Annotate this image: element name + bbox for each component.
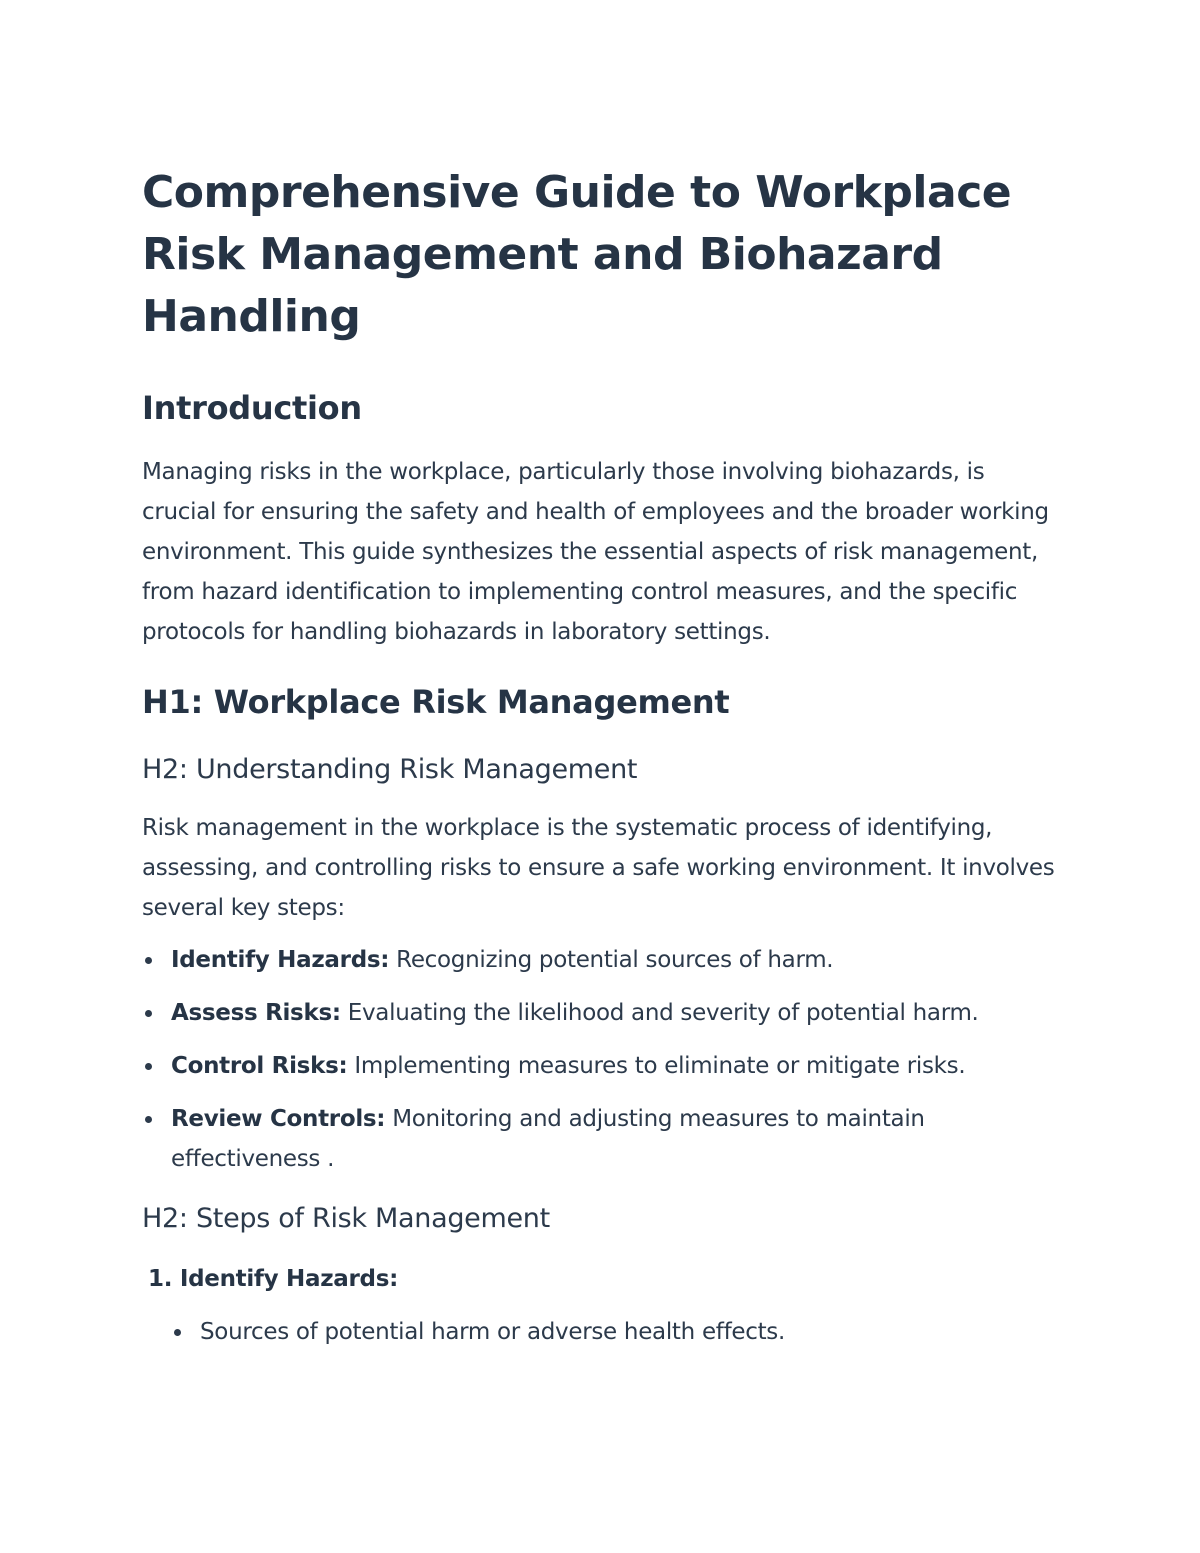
steps-ordered-list	[142, 1259, 1062, 1352]
ordered-item-identify-hazards: 1. Identify Hazards:	[148, 1266, 398, 1292]
identify-hazards-sublist	[142, 1312, 1062, 1352]
list-item-term: Control Risks:	[171, 1053, 348, 1079]
section-heading-workplace-risk: H1: Workplace Risk Management	[142, 683, 730, 721]
intro-paragraph: Managing risks in the workplace, particularly those involving biohazards, is crucial for ensuring the safety and health of employees and the broader working environment. This guide synthesizes the essential aspects of risk management, from hazard identification to implementing control measures, and the specific protocols for handling biohazards in laboratory settings.	[142, 459, 1049, 645]
list-item-text: Monitoring and adjusting measures to maintain effectiveness .	[171, 1106, 925, 1172]
bullet-icon	[145, 957, 152, 964]
document-page	[142, 162, 1062, 1352]
subheading-steps-risk: H2: Steps of Risk Management	[142, 1203, 550, 1234]
bullet-icon	[145, 1010, 152, 1017]
intro-heading: Introduction	[142, 389, 362, 427]
understanding-paragraph: Risk management in the workplace is the systematic process of identifying, assessing, and controlling risks to ensure a safe working environment. It involves several key steps:	[142, 815, 1055, 921]
list-item	[142, 1046, 1062, 1086]
document-title: Comprehensive Guide to Workplace Risk Management and Biohazard Handling	[142, 167, 1012, 342]
list-item	[142, 940, 1062, 980]
list-item	[171, 1312, 1062, 1352]
list-item-text: Evaluating the likelihood and severity of potential harm.	[340, 1000, 979, 1026]
list-item-text: Recognizing potential sources of harm.	[389, 947, 834, 973]
list-item-term: Identify Hazards:	[171, 947, 390, 973]
list-item-term: Assess Risks:	[171, 1000, 341, 1026]
list-item-text: Sources of potential harm or adverse health effects.	[200, 1319, 785, 1345]
list-item	[142, 1099, 1062, 1179]
bullet-icon	[145, 1063, 152, 1070]
list-item-text: Implementing measures to eliminate or mitigate risks.	[347, 1053, 966, 1079]
list-item	[142, 993, 1062, 1033]
risk-steps-list	[142, 940, 1062, 1179]
bullet-icon	[174, 1329, 181, 1336]
subheading-understanding-risk: H2: Understanding Risk Management	[142, 754, 638, 785]
list-item-term: Review Controls:	[171, 1106, 386, 1132]
bullet-icon	[145, 1116, 152, 1123]
